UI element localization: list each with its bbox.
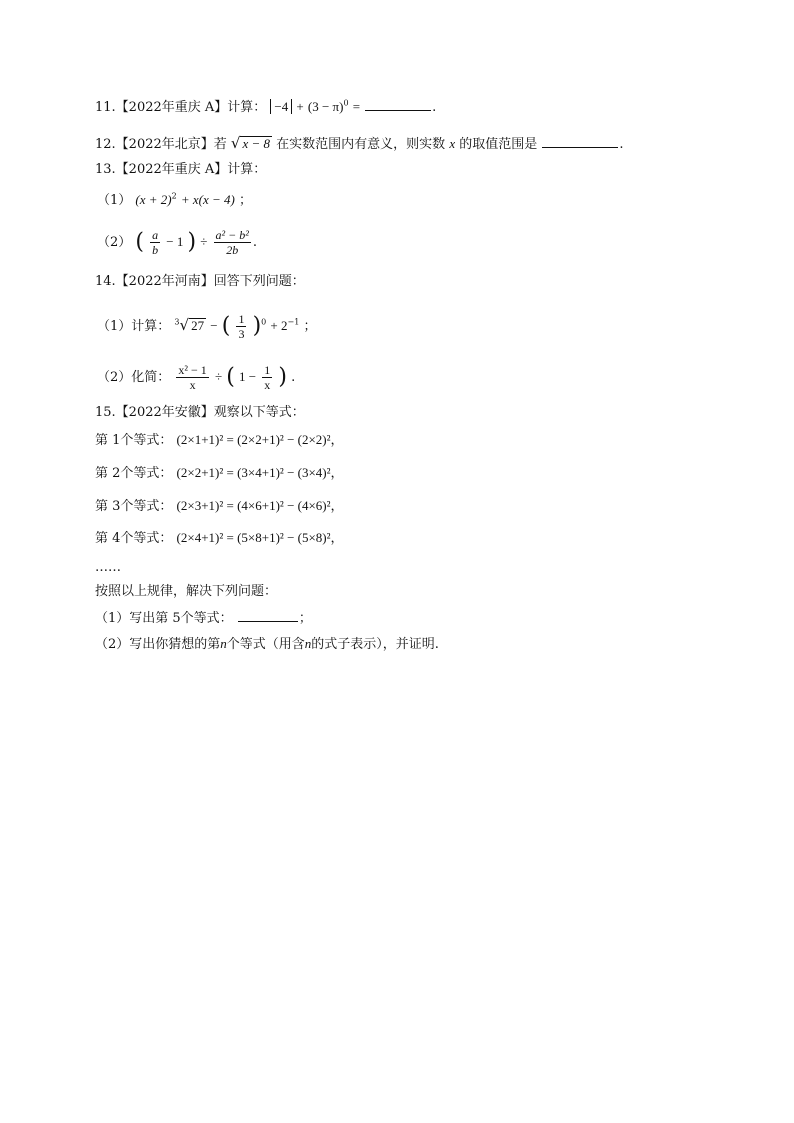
q15-p1-answer-blank[interactable]: [238, 608, 298, 622]
q15-eq1-label: 第 1个等式：: [95, 433, 173, 448]
q14-p2-end: .: [291, 370, 296, 385]
q14-p1-end: ；: [303, 319, 317, 334]
question-12: 12.【2022年北京】若 √ x − 8 在实数范围内有意义，则实数 x 的取值范围是 .: [95, 134, 624, 152]
q14-p1-minus: −: [210, 318, 218, 333]
q15-p2-n: n: [220, 636, 227, 651]
q15-p2-text-b: 个等式（用含: [226, 637, 305, 652]
q11-end: .: [432, 100, 437, 115]
q15-part-1: [95, 608, 312, 629]
question-15: [95, 403, 305, 423]
q13-p2-denominator: b: [152, 243, 159, 257]
q11-paren: (3 − π): [307, 99, 344, 114]
q13-p2-denominator-2: 2b: [226, 243, 239, 257]
q14-p2-numerator: x² − 1: [178, 363, 207, 377]
q13-p2-fraction-2: [214, 228, 251, 257]
q14-p2-inner-denominator: x: [264, 378, 271, 392]
q15-p1-end: ；: [298, 611, 312, 626]
q15-ellipsis: ……: [95, 560, 121, 575]
q13-part-2: （2） ( $\frac{a}{b}$ − 1 ) ÷ $\frac{\text{a² − b²}}{2b}$ .: [97, 228, 257, 257]
q15-equation-1: [95, 430, 344, 451]
q14-part-2: （2）化简： $\frac{\text{x² − 1}}{x}$ ÷ ( 1 − $\frac{1}{x}$ ) .: [97, 363, 296, 392]
q14-p2-one-minus: 1 −: [238, 369, 257, 384]
q15-eq4-label: 第 4个等式：: [95, 531, 173, 546]
q11-equals: =: [352, 99, 361, 114]
q13-p2-numerator: a: [152, 228, 159, 242]
q12-suffix: 的取值范围是: [459, 137, 538, 152]
q15-eq3: (2×3+1)² = (4×6+1)² − (4×6)²，: [176, 498, 344, 513]
q14-p1-plus-two: + 2: [270, 318, 288, 333]
q12-prefix: 12.【2022年北京】若: [95, 137, 227, 152]
q15-p2-n-2: n: [304, 636, 312, 651]
q14-p2-denominator: x: [189, 378, 196, 392]
q14-p2-inner-fraction: [262, 363, 272, 392]
q13-p2-minus-one: − 1: [166, 234, 184, 249]
q15-eq1: (2×1+1)² = (2×2+1)² − (2×2)²，: [176, 432, 344, 447]
question-13: [95, 160, 266, 180]
q11-plus: +: [296, 99, 304, 114]
question-14: [95, 272, 305, 292]
q13-p2-numerator-2: a² − b²: [215, 228, 249, 242]
q13-p1-label: （1）: [97, 193, 132, 208]
q13-p1-term-a: (x + 2): [135, 192, 172, 207]
q12-variable: x: [449, 136, 456, 151]
q12-answer-blank[interactable]: [542, 134, 618, 148]
q15-eq2: (2×2+1)² = (3×4+1)² − (3×4)²，: [176, 465, 344, 480]
q14-p2-label: （2）化简：: [97, 370, 171, 385]
q15-p2-text-a: （2）写出你猜想的第: [95, 637, 221, 652]
q15-eq4: (2×4+1)² = (5×8+1)² − (5×8)²，: [176, 530, 344, 545]
q14-prefix: 14.【2022年河南】回答下列问题：: [95, 274, 305, 289]
q14-p1-exponent: 0: [261, 317, 267, 327]
q13-p2-label: （2）: [97, 235, 132, 250]
q15-equation-2: [95, 463, 344, 484]
q14-p1-exponent-2: −1: [287, 317, 300, 327]
q11-prefix: 11.【2022年重庆 A】计算：: [95, 100, 267, 115]
q15-p1-text: （1）写出第 5个等式：: [95, 611, 233, 626]
q14-p1-fraction-denominator: 3: [238, 327, 245, 341]
q14-p1-radicand: 27: [191, 318, 205, 333]
q14-p2-fraction: [176, 363, 208, 392]
q15-eq3-label: 第 3个等式：: [95, 499, 173, 514]
q13-p1-exponent: 2: [171, 191, 177, 201]
q15-prefix: 15.【2022年安徽】观察以下等式：: [95, 405, 305, 420]
q14-p1-root-index: 3: [174, 317, 180, 327]
q11-abs-value: −4: [270, 99, 292, 114]
q13-p2-divide: ÷: [200, 234, 208, 249]
q13-part-1: [97, 190, 252, 211]
q12-end: .: [619, 137, 624, 152]
q13-p1-term-b: + x(x − 4): [180, 192, 235, 207]
question-11: [95, 97, 436, 118]
q13-p2-end: .: [252, 235, 257, 250]
q14-p2-inner-numerator: 1: [264, 363, 271, 377]
q14-p1-label: （1）计算：: [97, 319, 171, 334]
q14-p1-fraction: [236, 312, 246, 341]
q15-rule: 按照以上规律，解决下列问题：: [95, 584, 278, 599]
q12-middle: 在实数范围内有意义，则实数: [276, 137, 446, 152]
q14-p2-divide: ÷: [214, 369, 223, 384]
q15-eq2-label: 第 2个等式：: [95, 466, 173, 481]
q14-p1-fraction-numerator: 1: [238, 312, 245, 326]
q15-part-2: [95, 634, 439, 655]
q15-equation-3: [95, 496, 344, 517]
q13-prefix: 13.【2022年重庆 A】计算：: [95, 162, 267, 177]
q13-p1-end: ；: [239, 193, 253, 208]
q12-radicand: x − 8: [242, 136, 271, 151]
q11-answer-blank[interactable]: [365, 97, 431, 111]
q14-part-1: （1）计算： $^3$√ 27 − ( $\frac{1}{3}$ )$^0 + 2^{-1}$ ；: [97, 312, 317, 341]
q11-exponent: 0: [343, 98, 349, 108]
q15-equation-4: [95, 528, 344, 549]
q13-p2-fraction-a-over-b: [150, 228, 160, 257]
q15-p2-text-c: 的式子表示），并证明.: [311, 637, 439, 652]
